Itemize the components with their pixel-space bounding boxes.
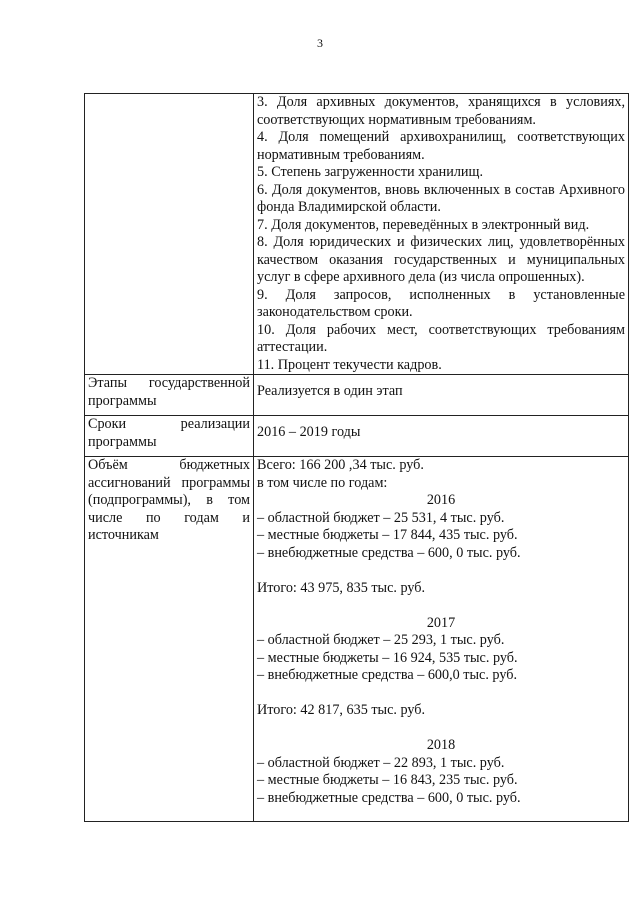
indicator-item: 9. Доля запросов, исполненных в установленные законодательством сроки. [257, 286, 625, 320]
year-heading: 2017 [426, 614, 456, 631]
spacer [257, 597, 625, 615]
indicator-item: 4. Доля помещений архивохранилищ, соответствующих нормативным требованиям. [257, 129, 625, 163]
terms-value-cell [254, 416, 629, 457]
table-row-terms [85, 416, 629, 457]
indicators-list-cell [254, 94, 629, 375]
indicator-item: 5. Степень загруженности хранилищ. [257, 164, 483, 180]
year-heading: 2018 [426, 737, 456, 753]
budget-line: – местные бюджеты – 16 843, 235 тыс. руб. [257, 772, 518, 788]
budget-line: – областной бюджет – 25 531, 4 тыс. руб. [257, 509, 505, 526]
table-row-stages [85, 375, 629, 416]
budget-line: – внебюджетные средства – 600, 0 тыс. руб. [257, 544, 521, 561]
year-heading: 2016 [426, 492, 456, 508]
spacer [257, 562, 625, 580]
stages-value-cell [254, 375, 629, 416]
budget-line: – местные бюджеты – 17 844, 435 тыс. руб. [257, 527, 518, 543]
year-total: Итого: 42 817, 635 тыс. руб. [257, 702, 426, 718]
budget-line: – местные бюджеты – 16 924, 535 тыс. руб. [257, 649, 518, 666]
budget-value-cell [254, 457, 629, 822]
spacer [257, 720, 625, 738]
stages-label: Этапы государственной программы [85, 375, 254, 416]
indicator-item: 6. Доля документов, вновь включенных в состав Архивного фонда Владимирской области. [257, 181, 625, 215]
budget-line: – внебюджетные средства – 600,0 тыс. руб. [257, 667, 518, 683]
budget-line: – областной бюджет – 22 893, 1 тыс. руб. [257, 754, 505, 771]
terms-label: Сроки реализации программы [85, 416, 254, 457]
budget-line: – областной бюджет – 25 293, 1 тыс. руб. [257, 632, 505, 648]
program-passport-table [84, 93, 629, 822]
page-number: 3 [317, 36, 323, 50]
indicator-item: 3. Доля архивных документов, хранящихся в условиях, соответствующих нормативным требованиям. [257, 94, 625, 128]
budget-label: Объём бюджетных ассигнований программы (подпрограммы), в том числе по годам и источникам [85, 457, 254, 822]
indicator-item: 7. Доля документов, переведённых в электронный вид. [257, 216, 590, 233]
budget-line: – внебюджетные средства – 600, 0 тыс. руб. [257, 789, 521, 806]
budget-total: Всего: 166 200 ,34 тыс. руб. [257, 457, 424, 473]
indicators-label-cell [85, 94, 254, 375]
indicator-item: 8. Доля юридических и физических лиц, удовлетворённых качеством оказания государственных и муниципальных услуг в сфере архивного дела (из числа опрошенных). [257, 234, 625, 285]
table-row-budget [85, 457, 629, 822]
indicator-item: 10. Доля рабочих мест, соответствующих требованиям аттестации. [257, 321, 625, 355]
year-total: Итого: 43 975, 835 тыс. руб. [257, 579, 426, 596]
stages-value: Реализуется в один этап [257, 383, 403, 399]
spacer [257, 685, 625, 703]
indicator-item: 11. Процент текучести кадров. [257, 356, 442, 373]
table-row-indicators [85, 94, 629, 375]
budget-by-years: в том числе по годам: [257, 474, 388, 491]
terms-value: 2016 – 2019 годы [257, 424, 361, 440]
